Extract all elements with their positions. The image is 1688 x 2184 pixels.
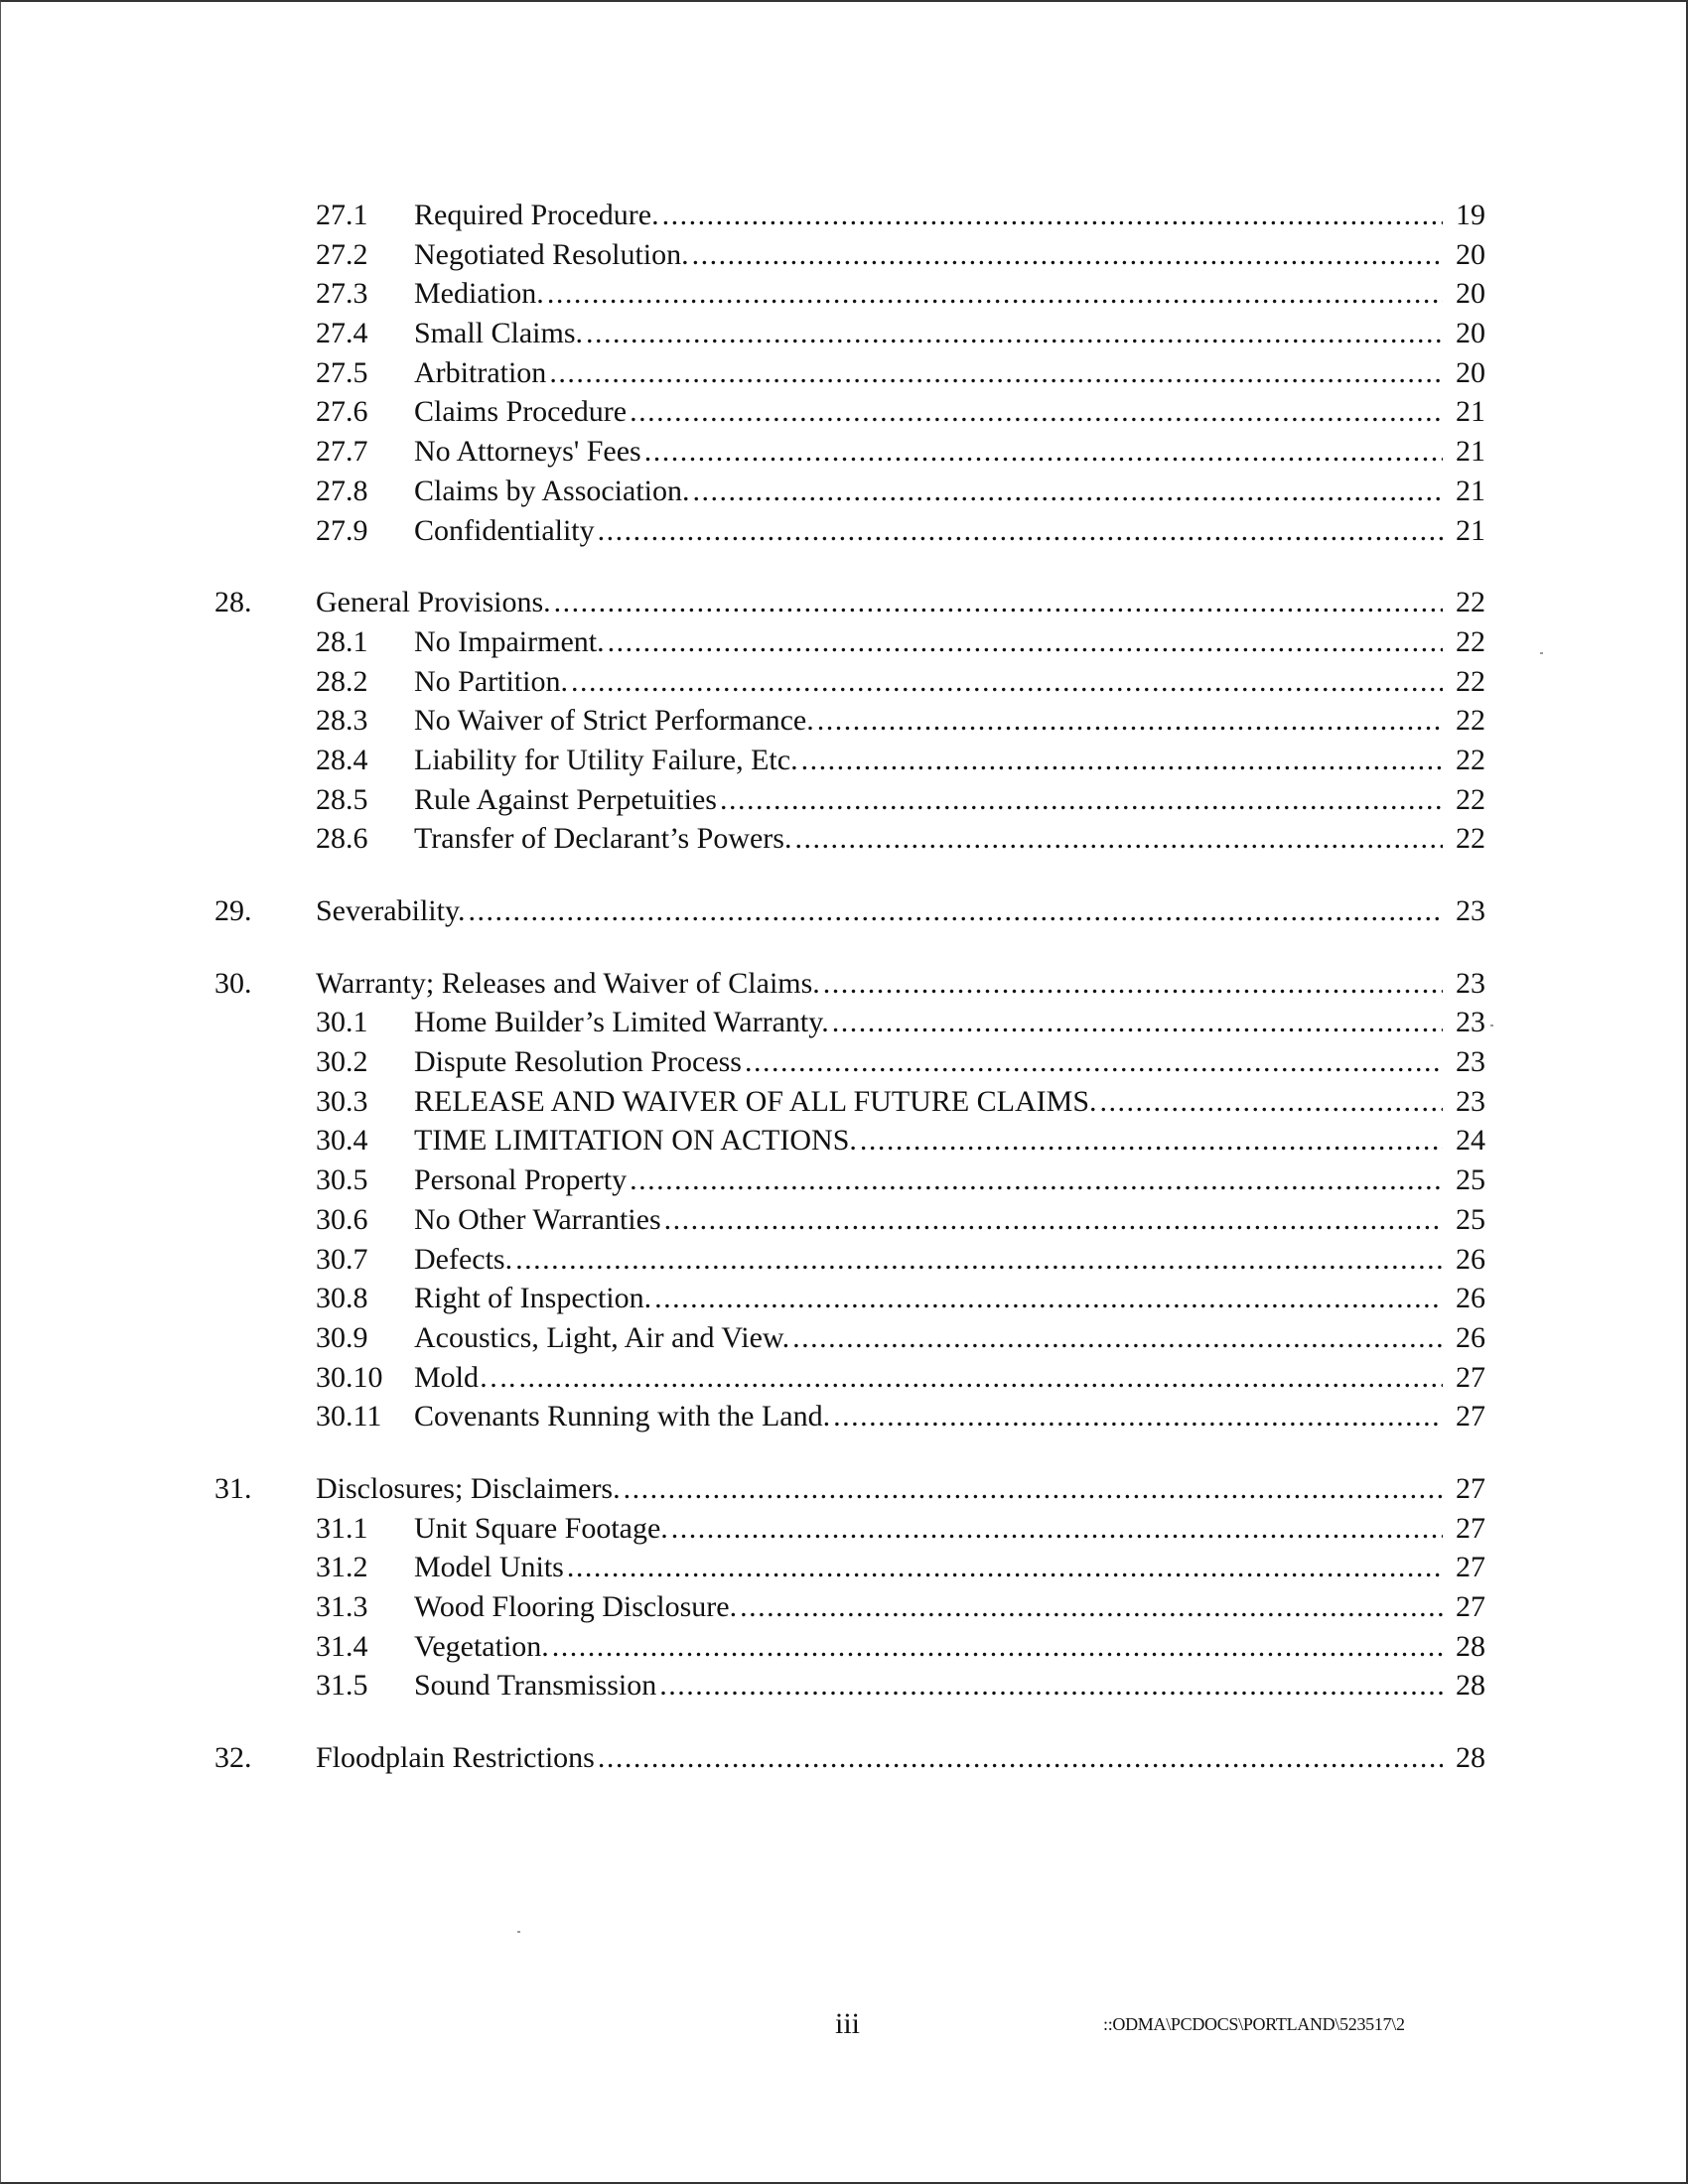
dot-leader xyxy=(693,472,1444,511)
toc-subsection-entry[interactable] xyxy=(214,1318,1485,1358)
toc-entry-number: 27.6 xyxy=(316,395,368,429)
footer-page-number: iii xyxy=(835,2007,861,2040)
toc-entry-page: 25 xyxy=(1456,1202,1485,1236)
toc-entry-title: Covenants Running with the Land. xyxy=(414,1400,831,1433)
toc-entry-number: 28.5 xyxy=(316,782,368,816)
toc-entry-page: 22 xyxy=(1456,822,1485,856)
toc-subsection-entry[interactable] xyxy=(214,1042,1485,1082)
toc-entry-number: 27.4 xyxy=(316,317,368,350)
toc-section-group xyxy=(214,891,1485,931)
toc-entry-page: 23 xyxy=(1456,966,1485,1000)
toc-entry-title: Mold…. xyxy=(414,1360,516,1394)
dot-leader xyxy=(567,1548,1443,1587)
toc-subsection-entry[interactable] xyxy=(214,1627,1485,1667)
toc-entry-title: Wood Flooring Disclosure. xyxy=(414,1590,738,1623)
toc-entry-title: Defects. xyxy=(414,1242,513,1276)
toc-entry-title: Warranty; Releases and Waiver of Claims. xyxy=(316,966,820,1000)
toc-entry-title: RELEASE AND WAIVER OF ALL FUTURE CLAIMS. xyxy=(414,1084,1097,1118)
dot-leader xyxy=(624,1469,1443,1509)
toc-entry-page: 26 xyxy=(1456,1320,1485,1354)
toc-subsection-entry[interactable] xyxy=(214,1082,1485,1122)
toc-entry-title: No Partition. xyxy=(414,664,568,698)
footer-document-id: ::ODMA\PCDOCS\PORTLAND\523517\2 xyxy=(1103,2014,1405,2034)
toc-subsection-entry[interactable] xyxy=(214,353,1485,393)
toc-entry-title: General Provisions. xyxy=(316,586,551,619)
toc-entry-title: Claims by Association. xyxy=(414,474,690,507)
toc-entry-page: 22 xyxy=(1456,743,1485,776)
dot-leader xyxy=(469,891,1443,931)
toc-entry-page: 27 xyxy=(1456,1400,1485,1433)
toc-section-entry[interactable] xyxy=(214,583,1485,622)
dot-leader xyxy=(662,196,1443,235)
toc-entry-number: 28.3 xyxy=(316,704,368,738)
toc-section-group xyxy=(214,1738,1485,1778)
toc-subsection-entry[interactable] xyxy=(214,472,1485,511)
toc-entry-title: Severability. xyxy=(316,894,466,927)
toc-entry-number: 30.11 xyxy=(316,1400,382,1433)
toc-entry-number: 30.8 xyxy=(316,1282,368,1315)
dot-leader xyxy=(608,622,1443,662)
dot-leader xyxy=(554,583,1443,622)
toc-entry-number: 31.2 xyxy=(316,1551,368,1584)
scan-speck xyxy=(1490,1024,1493,1026)
dot-leader xyxy=(801,741,1443,780)
toc-subsection-entry[interactable] xyxy=(214,1121,1485,1160)
toc-entry-number: 31.1 xyxy=(316,1511,368,1545)
toc-entry-page: 26 xyxy=(1456,1242,1485,1276)
toc-subsection-entry[interactable] xyxy=(214,196,1485,235)
toc-subsection-entry[interactable] xyxy=(214,1548,1485,1587)
toc-entry-page: 22 xyxy=(1456,782,1485,816)
toc-subsection-entry[interactable] xyxy=(214,274,1485,314)
toc-subsection-entry[interactable] xyxy=(214,780,1485,820)
toc-entry-page: 23 xyxy=(1456,1084,1485,1118)
toc-entry-number: 29. xyxy=(214,894,252,927)
toc-section-group xyxy=(214,1469,1485,1706)
toc-entry-title: No Impairment. xyxy=(414,624,605,658)
toc-subsection-entry[interactable] xyxy=(214,662,1485,702)
toc-entry-number: 28.1 xyxy=(316,624,368,658)
toc-entry-number: 30.7 xyxy=(316,1242,368,1276)
toc-section-group xyxy=(214,196,1485,550)
toc-entry-page: 20 xyxy=(1456,277,1485,311)
toc-subsection-entry[interactable] xyxy=(214,1003,1485,1042)
toc-entry-page: 28 xyxy=(1456,1629,1485,1663)
toc-entry-number: 30.2 xyxy=(316,1045,368,1079)
toc-entry-title: Rule Against Perpetuities xyxy=(414,782,717,816)
dot-leader xyxy=(644,432,1443,472)
toc-entry-page: 21 xyxy=(1456,435,1485,469)
toc-entry-page: 28 xyxy=(1456,1741,1485,1775)
toc-entry-page: 26 xyxy=(1456,1282,1485,1315)
toc-entry-number: 27.8 xyxy=(316,474,368,507)
toc-entry-page: 22 xyxy=(1456,624,1485,658)
toc-section-entry[interactable] xyxy=(214,964,1485,1004)
dot-leader xyxy=(671,1509,1443,1549)
toc-entry-page: 21 xyxy=(1456,395,1485,429)
toc-entry-page: 25 xyxy=(1456,1163,1485,1197)
toc-entry-page: 23 xyxy=(1456,1006,1485,1039)
toc-entry-page: 23 xyxy=(1456,894,1485,927)
dot-leader xyxy=(692,235,1443,275)
toc-entry-title: Arbitration xyxy=(414,355,547,389)
dot-leader xyxy=(598,1738,1443,1778)
toc-entry-number: 30.3 xyxy=(316,1084,368,1118)
dot-leader xyxy=(817,701,1443,741)
toc-entry-title: Vegetation. xyxy=(414,1629,549,1663)
toc-entry-title: Negotiated Resolution. xyxy=(414,237,689,271)
toc-entry-page: 21 xyxy=(1456,513,1485,547)
toc-entry-number: 31.3 xyxy=(316,1590,368,1623)
toc-section-entry[interactable] xyxy=(214,891,1485,931)
dot-leader xyxy=(549,353,1443,393)
toc-subsection-entry[interactable] xyxy=(214,432,1485,472)
toc-subsection-entry[interactable] xyxy=(214,819,1485,859)
toc-entry-number: 27.3 xyxy=(316,277,368,311)
toc-entry-number: 28.4 xyxy=(316,743,368,776)
toc-entry-title: Transfer of Declarant’s Powers. xyxy=(414,822,792,856)
toc-entry-page: 27 xyxy=(1456,1360,1485,1394)
toc-subsection-entry[interactable] xyxy=(214,1279,1485,1318)
toc-subsection-entry[interactable] xyxy=(214,1160,1485,1200)
toc-entry-title: Disclosures; Disclaimers. xyxy=(316,1471,621,1505)
toc-entry-title: Dispute Resolution Process xyxy=(414,1045,742,1079)
toc-subsection-entry[interactable] xyxy=(214,1240,1485,1280)
toc-entry-title: No Attorneys' Fees xyxy=(414,435,641,469)
dot-leader xyxy=(659,1666,1443,1706)
toc-entry-number: 30.10 xyxy=(316,1360,383,1394)
dot-leader xyxy=(515,1240,1443,1280)
toc-subsection-entry[interactable] xyxy=(214,622,1485,662)
toc-entry-page: 23 xyxy=(1456,1045,1485,1079)
toc-entry-title: Floodplain Restrictions xyxy=(316,1741,595,1775)
toc-entry-title: No Waiver of Strict Performance. xyxy=(414,704,814,738)
toc-entry-number: 27.9 xyxy=(316,513,368,547)
toc-subsection-entry[interactable] xyxy=(214,392,1485,432)
toc-entry-title: No Other Warranties xyxy=(414,1202,661,1236)
toc-entry-title: Small Claims. xyxy=(414,317,584,350)
toc-entry-title: Claims Procedure xyxy=(414,395,628,429)
toc-entry-number: 30.1 xyxy=(316,1006,368,1039)
toc-entry-number: 27.2 xyxy=(316,237,368,271)
scan-speck xyxy=(1540,652,1543,654)
toc-entry-title: Acoustics, Light, Air and View. xyxy=(414,1320,790,1354)
dot-leader xyxy=(598,511,1443,551)
toc-entry-page: 27 xyxy=(1456,1471,1485,1505)
toc-entry-number: 28.2 xyxy=(316,664,368,698)
dot-leader xyxy=(860,1121,1443,1160)
table-of-contents xyxy=(214,196,1485,1811)
toc-entry-page: 27 xyxy=(1456,1590,1485,1623)
toc-entry-number: 30.9 xyxy=(316,1320,368,1354)
toc-subsection-entry[interactable] xyxy=(214,701,1485,741)
toc-entry-number: 31. xyxy=(214,1471,252,1505)
toc-entry-number: 31.5 xyxy=(316,1669,368,1703)
toc-entry-page: 20 xyxy=(1456,317,1485,350)
toc-entry-title: Sound Transmission xyxy=(414,1669,657,1703)
toc-entry-title: TIME LIMITATION ON ACTIONS. xyxy=(414,1124,857,1158)
toc-entry-number: 27.7 xyxy=(316,435,368,469)
toc-subsection-entry[interactable] xyxy=(214,1397,1485,1436)
toc-subsection-entry[interactable] xyxy=(214,1200,1485,1240)
toc-entry-page: 21 xyxy=(1456,474,1485,507)
toc-entry-page: 28 xyxy=(1456,1669,1485,1703)
toc-section-group xyxy=(214,583,1485,859)
toc-entry-title: Liability for Utility Failure, Etc. xyxy=(414,743,798,776)
toc-section-entry[interactable] xyxy=(214,1738,1485,1778)
dot-leader xyxy=(654,1279,1443,1318)
dot-leader xyxy=(664,1200,1443,1240)
toc-entry-page: 20 xyxy=(1456,237,1485,271)
toc-entry-page: 27 xyxy=(1456,1551,1485,1584)
toc-subsection-entry[interactable] xyxy=(214,314,1485,353)
toc-entry-number: 32. xyxy=(214,1741,252,1775)
toc-entry-page: 20 xyxy=(1456,355,1485,389)
dot-leader xyxy=(630,392,1443,432)
toc-entry-number: 30.5 xyxy=(316,1163,368,1197)
dot-leader xyxy=(740,1587,1443,1627)
dot-leader xyxy=(519,1358,1443,1398)
toc-subsection-entry[interactable] xyxy=(214,1666,1485,1706)
toc-entry-title: Home Builder’s Limited Warranty. xyxy=(414,1006,829,1039)
dot-leader xyxy=(586,314,1443,353)
toc-section-group xyxy=(214,964,1485,1436)
toc-entry-page: 22 xyxy=(1456,586,1485,619)
toc-section-entry[interactable] xyxy=(214,1469,1485,1509)
dot-leader xyxy=(833,1397,1443,1436)
toc-entry-number: 30. xyxy=(214,966,252,1000)
toc-entry-number: 28. xyxy=(214,586,252,619)
dot-leader xyxy=(794,819,1443,859)
toc-entry-number: 30.6 xyxy=(316,1202,368,1236)
dot-leader xyxy=(720,780,1443,820)
toc-entry-number: 30.4 xyxy=(316,1124,368,1158)
toc-entry-number: 28.6 xyxy=(316,822,368,856)
dot-leader xyxy=(1100,1082,1443,1122)
toc-entry-title: Right of Inspection. xyxy=(414,1282,652,1315)
toc-entry-title: Required Procedure. xyxy=(414,199,659,231)
dot-leader xyxy=(630,1160,1443,1200)
toc-subsection-entry[interactable] xyxy=(214,235,1485,275)
toc-entry-page: 22 xyxy=(1456,664,1485,698)
toc-entry-number: 27.1 xyxy=(316,199,368,231)
dot-leader xyxy=(832,1003,1443,1042)
toc-entry-number: 27.5 xyxy=(316,355,368,389)
toc-entry-title: Model Units xyxy=(414,1551,564,1584)
toc-entry-number: 31.4 xyxy=(316,1629,368,1663)
toc-subsection-entry[interactable] xyxy=(214,511,1485,551)
toc-subsection-entry[interactable] xyxy=(214,1587,1485,1627)
toc-subsection-entry[interactable] xyxy=(214,1358,1485,1398)
toc-entry-page: 27 xyxy=(1456,1511,1485,1545)
toc-entry-title: Confidentiality xyxy=(414,513,595,547)
toc-subsection-entry[interactable] xyxy=(214,1509,1485,1549)
toc-subsection-entry[interactable] xyxy=(214,741,1485,780)
dot-leader xyxy=(823,964,1443,1004)
toc-entry-page: 22 xyxy=(1456,704,1485,738)
toc-entry-title: Unit Square Footage. xyxy=(414,1511,668,1545)
dot-leader xyxy=(552,1627,1443,1667)
toc-entry-page: 19 xyxy=(1456,199,1485,231)
dot-leader xyxy=(792,1318,1443,1358)
dot-leader xyxy=(745,1042,1443,1082)
dot-leader xyxy=(547,274,1443,314)
toc-entry-title: Personal Property xyxy=(414,1163,628,1197)
dot-leader xyxy=(571,662,1443,702)
toc-entry-title: Mediation. xyxy=(414,277,544,311)
toc-entry-page: 24 xyxy=(1456,1124,1485,1158)
scan-speck xyxy=(517,1931,520,1933)
